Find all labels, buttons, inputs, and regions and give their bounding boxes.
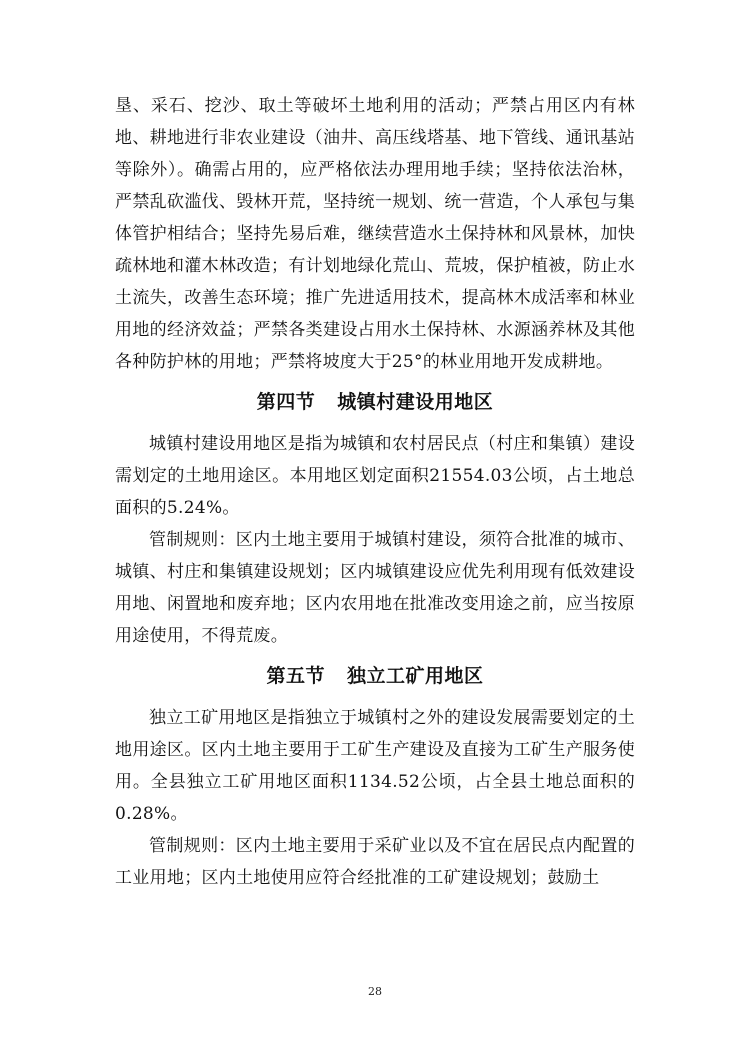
section-title: 独立工矿用地区 [347,665,484,687]
page-number: 28 [368,985,382,998]
section-heading-4 [115,378,635,428]
section-title: 城镇村建设用地区 [337,391,494,413]
paragraph: 独立工矿用地区是指独立于城镇村之外的建设发展需要划定的土地用途区。区内土地主要用于工矿生产建设及直接为工矿生产服务使用。全县独立工矿用地区面积1134.52公顷，占全县土地总面积的0.28%。 [115,708,635,824]
paragraph: 管制规则：区内土地主要用于采矿业以及不宜在居民点内配置的工业用地；区内土地使用应符合经批准的工矿建设规划；鼓励土 [115,836,635,888]
section-heading-5 [115,652,635,702]
paragraph-continued: 垦、采石、挖沙、取土等破坏土地利用的活动；严禁占用区内有林地、耕地进行非农业建设（油井、高压线塔基、地下管线、通讯基站等除外）。确需占用的，应严格依法办理用地手续；坚持依法治林，严禁乱砍滥伐、毁林开荒，坚持统一规划、统一营造，个人承包与集体管护相结合；坚持先易后难，继续营造水土保持林和风景林，加快疏林地和灌木林改造；有计划地绿化荒山、荒坡，保护植被，防止水土流失，改善生态环境；推广先进适用技术，提高林木成活率和林业用地的经济效益；严禁各类建设占用水土保持林、水源涵养林及其他各种防护林的用地；严禁将坡度大于25°的林业用地开发成耕地。 [115,96,635,372]
paragraph: 管制规则：区内土地主要用于城镇村建设，须符合批准的城市、城镇、村庄和集镇建设规划；区内城镇建设应优先利用现有低效建设用地、闲置地和废弃地；区内农用地在批准改变用途之前，应当按原用途使用，不得荒废。 [115,530,635,646]
section-number: 第五节 [266,665,325,687]
page-content [115,90,635,894]
paragraph: 城镇村建设用地区是指为城镇和农村居民点（村庄和集镇）建设需划定的土地用途区。本用地区划定面积21554.03公顷，占土地总面积的5.24%。 [115,434,635,518]
section-number: 第四节 [256,391,316,413]
